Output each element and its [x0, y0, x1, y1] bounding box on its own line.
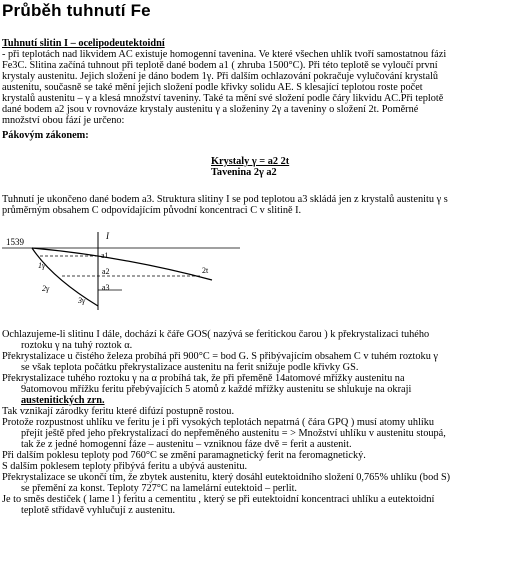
para1-line: - při teplotách nad likvidem AC existuje homogenní tavenina. Ve které všechen uhlík tvoří samostatnou fázi	[2, 49, 447, 60]
para3-line: Tak vznikají zárodky feritu které difúzí postupně rostou.	[2, 406, 235, 417]
fraction-numerator: Krystaly γ = a2 2t	[211, 156, 290, 167]
para3-line: S dalším poklesem teploty přibývá feritu a ubývá austenitu.	[2, 461, 248, 472]
para3-line: Při dalším poklesu teploty pod 760°C se změní paramagnetický ferit na feromagnetický.	[2, 450, 366, 461]
para3-line: přejít ještě před jeho překrystalizací do nepřeměného austenitu = > Množství uhlíku v austenitu stoupá,	[21, 428, 446, 439]
solidus-curve	[32, 248, 98, 306]
para3-line: se však teplota počátku překrystalizace austenitu na ferit snižuje podle křivky GS.	[21, 362, 359, 373]
point-2g: 2γ	[42, 284, 50, 293]
point-3g: 3γ	[78, 296, 86, 305]
section-heading: Tuhnutí slitin I – ocelipodeutektoidní	[2, 38, 165, 49]
para1-line: Fe3C. Slitina začíná tuhnout při teplotě dané bodem a1 ( zhruba 1500°C). Při této teplotě se vyloučí první	[2, 60, 438, 71]
para3-line: Překrystalizace se ukončí tím, že zbytek austenitu, který dosáhl eutektoidního složení 0,765% uhlíku (bod S)	[2, 472, 451, 483]
lever-rule-label: Pákovým zákonem:	[2, 130, 89, 141]
para3-line: Ochlazujeme-li slitinu I dále, dochází k čáře GOS( nazývá se feritickou čarou ) k překrystalizaci tuhého	[2, 329, 430, 340]
para3-line: austenitických zrn.	[21, 395, 105, 406]
para3-line: Překrystalizace tuhého roztoku γ na α probíhá tak, že při přeměně 14atomové mřížky austenitu na	[2, 373, 405, 384]
para1-line: množství obou fází je určeno:	[2, 115, 125, 126]
para3-line: roztoku γ na tuhý roztok α.	[21, 340, 133, 351]
para2-line: průměrným obsahem C odpovídajícím původní koncentraci C v slitině I.	[2, 205, 302, 216]
liquidus-curve	[32, 248, 212, 280]
para3-line: se přemění za konst. Teploty 727°C na lamelární eutektoid – perlit.	[21, 483, 298, 494]
para3-line: Překrystalizace u čistého železa probíhá při 900°C = bod G. S přibývajícím obsahem C v tuhém roztoku γ	[2, 351, 438, 362]
fraction-denominator: Tavenina 2γ a2	[211, 167, 277, 178]
para3-line: teplotě střídavě vyhlučují z austenitu.	[21, 505, 176, 516]
point-a3: a3	[102, 283, 110, 292]
para3-line: Protože rozpustnost uhlíku ve feritu je i při vysokých teplotách nepatrná ( čára GPQ ) musí atomy uhlíku	[2, 417, 435, 428]
page-title: Průběh tuhnutí Fe	[2, 1, 151, 20]
para1-line: krystalů austenitu – γ a klesá množství taveniny. Také ta mění své složení podle čáry likvidu AC.Při teplotě	[2, 93, 444, 104]
point-a1: a1	[101, 251, 109, 260]
para1-line: dané bodem a2 jsou v rovnováze krystaly austenitu γ a složeniny 2γ a taveniny o složení 2t. Poměrné	[2, 104, 419, 115]
para3-line: 9atomovou mřížku feritu přebývajících 5 atomů z každé mřížky austenitu se shlukuje na okraji	[21, 384, 412, 395]
t-label: 1539	[6, 237, 24, 247]
phase-diagram-figure	[2, 228, 242, 318]
alloy-line-label: I	[106, 231, 109, 241]
lever-rule-fraction	[211, 156, 321, 178]
para3-line: Je to směs destiček ( lame l ) feritu a cementitu , který se při eutektoidní koncentraci uhlíku a eutektoidní	[2, 494, 435, 505]
point-1g: 1γ	[38, 261, 46, 270]
point-a2: a2	[102, 267, 110, 276]
para1-line: austenitu, současně se také mění jejich složení podle křivky solidu AE. S klesající teplotou roste počet	[2, 82, 423, 93]
para3-line: tak že z jedné homogenní fáze – austenitu – vzniknou fáze dvě = ferit a austenit.	[21, 439, 352, 450]
point-2t: 2t	[202, 266, 209, 275]
para2-line: Tuhnutí je ukončeno dané bodem a3. Struktura slitiny I se pod teplotou a3 skládá jen z krystalů austenitu γ s	[2, 194, 448, 205]
para1-line: krystaly austenitu. Jejich složení je dáno bodem 1γ. Při dalším ochlazování pokračuje vylučování krystalů	[2, 71, 439, 82]
